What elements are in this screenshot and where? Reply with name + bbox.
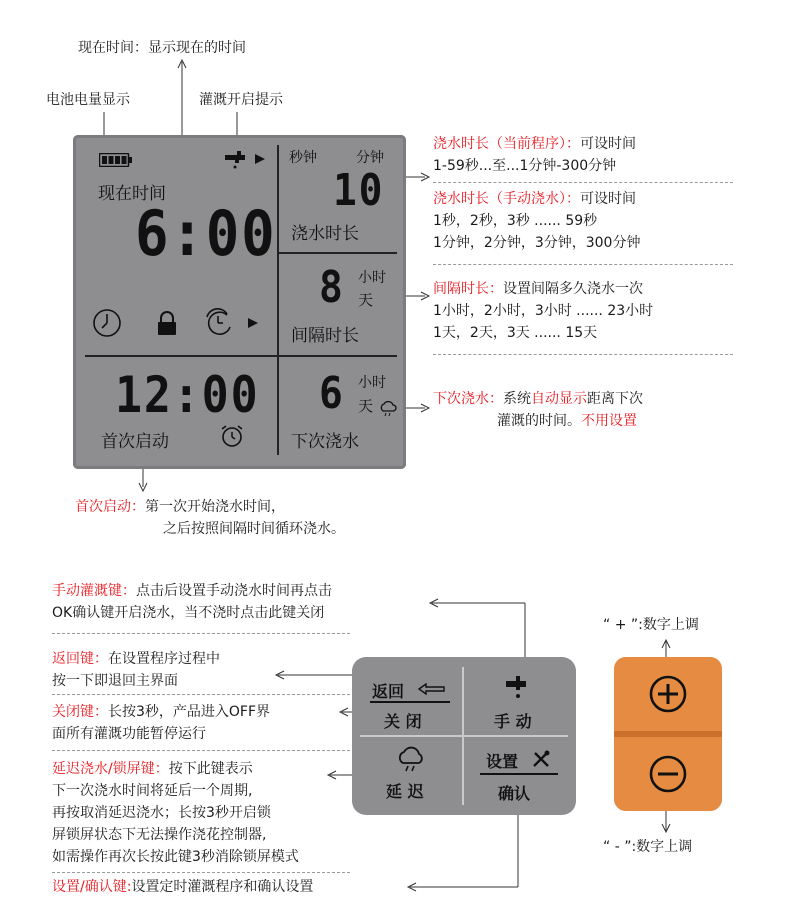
lcd-interval-label: 间隔时长 — [291, 326, 359, 346]
lcd-interval-unit-day: 天 — [358, 291, 374, 309]
manual-button[interactable] — [466, 665, 568, 733]
lcd-water-duration-value: 10 — [333, 165, 385, 216]
close-label: 关 闭 — [384, 712, 422, 731]
plus-desc: “ + ”:数字上调 — [603, 617, 699, 633]
delay-label: 延 迟 — [386, 782, 424, 801]
plus-button[interactable] — [614, 657, 722, 731]
annotation-interval: 间隔时长：设置间隔多久浇水一次 1小时，2小时，3小时 ...... 23小时 1天，2天，3天 ...... 15天 — [433, 281, 654, 341]
annotation-first-start: 首次启动：第一次开始浇水时间， 之后按照间隔时间循环浇水。 — [75, 499, 345, 537]
back-label: 返回 — [372, 682, 405, 701]
lcd-minutes-label: 分钟 — [356, 150, 384, 166]
lcd-screen — [73, 135, 406, 469]
tools-icon — [532, 750, 550, 768]
clock-icon — [91, 307, 123, 339]
annotation-duration-current: 浇水时长（当前程序）：可设时间 1-59秒...至...1分钟-300分钟 — [433, 136, 636, 174]
lcd-first-start-value: 12:00 — [115, 366, 260, 424]
back-close-button[interactable] — [360, 665, 460, 733]
faucet-icon — [221, 147, 269, 171]
arrow-left-icon — [418, 683, 446, 695]
lcd-water-duration-label: 浇水时长 — [291, 224, 359, 244]
minus-button[interactable] — [614, 737, 722, 811]
lcd-first-start-label: 首次启动 — [101, 432, 169, 452]
cycle-icon — [201, 307, 261, 339]
battery-icon — [99, 153, 133, 167]
manual-label: 手 动 — [494, 712, 532, 731]
lcd-next-water-label: 下次浇水 — [291, 432, 359, 452]
minus-desc: “ - ”:数字上调 — [603, 839, 693, 855]
delay-lock-button[interactable] — [360, 739, 460, 807]
annotation-duration-manual: 浇水时长（手动浇水）：可设时间 1秒，2秒，3秒 ...... 59秒 1分钟，2分钟，3分钟，300分钟 — [433, 191, 641, 251]
plus-icon — [648, 674, 688, 714]
desc-delay-key: 延迟浇水/锁屏键：按下此键表示 下一次浇水时间将延后一个周期, 再按取消延迟浇水；长按3秒开启锁 屏锁屏状态下无法操作浇花控制器, 如需操作再次长按此键3秒消除锁屏模式 — [52, 761, 299, 865]
desc-set-key: 设置/确认键:设置定时灌溉程序和确认设置 — [52, 879, 314, 895]
faucet-icon — [502, 671, 532, 701]
desc-manual-key: 手动灌溉键：点击后设置手动浇水时间再点击 OK确认键开启浇水，当不浇时点击此键关闭 — [52, 583, 332, 621]
label-current-time: 现在时间：显示现在的时间 — [78, 40, 246, 56]
lcd-next-water-unit-hour: 小时 — [358, 375, 386, 391]
cloud-rain-icon — [396, 745, 426, 773]
lcd-current-time-label: 现在时间 — [98, 184, 166, 204]
lcd-interval-value: 8 — [319, 262, 345, 313]
minus-icon — [648, 754, 688, 794]
label-irrigation-hint: 灌溉开启提示 — [199, 92, 283, 108]
confirm-label: 确认 — [498, 784, 531, 803]
plus-minus-buttons — [614, 657, 722, 811]
set-confirm-button[interactable] — [466, 739, 568, 807]
desc-close-key: 关闭键：长按3秒，产品进入OFF界 面所有灌溉功能暂停运行 — [52, 704, 271, 742]
keypad — [352, 657, 576, 815]
cloud-rain-icon — [378, 401, 398, 417]
lock-icon — [156, 311, 178, 337]
lcd-next-water-unit-day: 天 — [358, 397, 374, 415]
lcd-interval-unit-hour: 小时 — [358, 270, 386, 286]
lcd-seconds-label: 秒钟 — [289, 150, 317, 166]
alarm-clock-icon — [219, 423, 245, 449]
label-battery: 电池电量显示 — [46, 92, 130, 108]
annotation-next-water: 下次浇水：系统自动显示距离下次 灌溉的时间。不用设置 — [433, 391, 643, 429]
set-label: 设置 — [486, 752, 519, 771]
lcd-next-water-value: 6 — [319, 368, 345, 419]
lcd-current-time-value: 6:00 — [135, 197, 277, 270]
desc-back-key: 返回键：在设置程序过程中 按一下即退回主界面 — [52, 651, 220, 689]
